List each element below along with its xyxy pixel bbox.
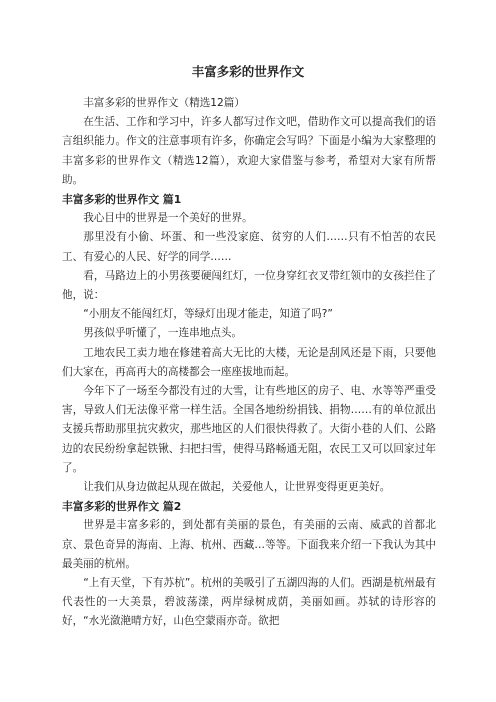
paragraph: “上有天堂，下有苏杭”。杭州的美吸引了五湖四海的人们。西湖是杭州最有代表性的一大美景，碧波荡漾，两岸绿树成荫，美丽如画。苏轼的诗形容的好，“水光潋滟晴方好，山色空蒙雨亦奇。欲把 bbox=[62, 577, 436, 628]
quote-paragraph: “小朋友不能闯红灯，等绿灯出现才能走，知道了吗?” bbox=[83, 308, 333, 321]
intro-paragraph: 在生活、工作和学习中，许多人都写过作文吧，借助作文可以提高我们的语言组织能力。作文的注意事项有许多，你确定会写吗？下面是小编为大家整理的丰富多彩的世界作文（精选12篇），欢迎大家借鉴与参考，希望对大家有所帮助。 bbox=[62, 116, 436, 186]
paragraph: 工地农民工卖力地在修建着高大无比的大楼，无论是刮风还是下雨，只要他们大家在，再高再大的高楼都会一座座拔地而起。 bbox=[62, 346, 436, 378]
paragraph: 世界是丰富多彩的，到处都有美丽的景色，有美丽的云南、威武的首都北京、景色奇异的海南、上海、杭州、西藏…等等。下面我来介绍一下我认为其中最美丽的杭州。 bbox=[62, 519, 436, 570]
paragraph: 今年下了一场至今都没有过的大雪，让有些地区的房子、电、水等等严重受害，导致人们无法像平常一样生活。全国各地纷纷捐钱、捐物……有的单位派出支援兵帮助那里抗灾救灾，那些地区的人们很快得救了。大街小巷的人们、公路边的农民纷纷拿起铁锹、扫把扫雪，使得马路畅通无阻，农民工又可以回家过年了。 bbox=[62, 385, 436, 474]
section-heading: 丰富多彩的世界作文 篇2 bbox=[62, 500, 182, 514]
paragraph: 让我们从身边做起从现在做起，关爱他人，让世界变得更更美好。 bbox=[83, 481, 391, 494]
paragraph: 那里没有小偷、坏蛋、和一些没家庭、贫穷的人们……只有不怕苦的农民工、有爱心的人民、好学的同学…… bbox=[62, 231, 436, 263]
document-body bbox=[62, 94, 436, 632]
section-heading: 丰富多彩的世界作文 篇1 bbox=[62, 193, 182, 207]
document-title: 丰富多彩的世界作文 bbox=[191, 64, 305, 79]
paragraph: 我心目中的世界是一个美好的世界。 bbox=[83, 212, 253, 225]
intro-subtitle: 丰富多彩的世界作文（精选12篇） bbox=[83, 97, 245, 109]
paragraph: 看，马路边上的小男孩要硬闯红灯，一位身穿红衣叉带红领巾的女孩拦住了他，说： bbox=[62, 269, 436, 302]
paragraph: 男孩似乎听懂了，一连串地点头。 bbox=[83, 327, 243, 340]
